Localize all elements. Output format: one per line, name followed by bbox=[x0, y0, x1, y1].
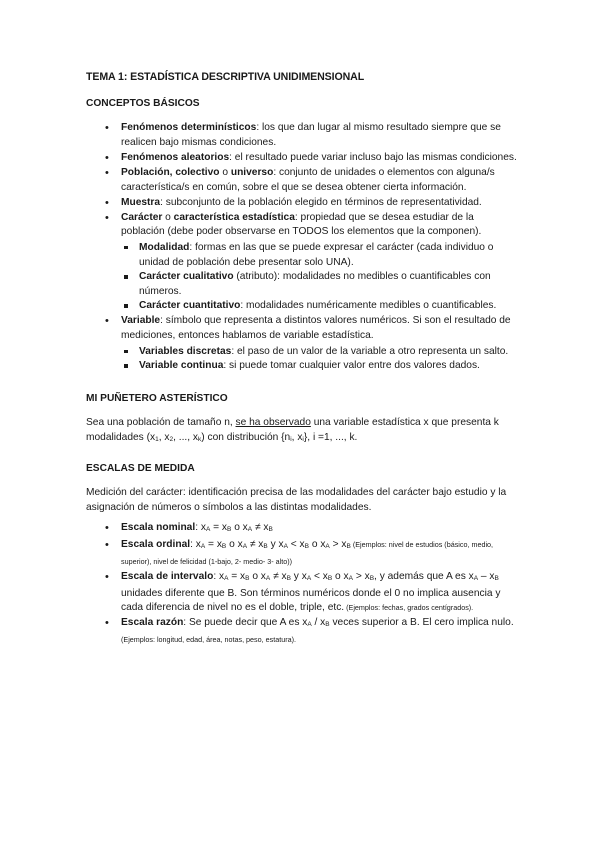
subscript: B bbox=[268, 526, 273, 534]
connector: o bbox=[162, 211, 174, 223]
subscript: 1 bbox=[155, 435, 159, 443]
text: o x bbox=[332, 571, 349, 583]
escalas-list bbox=[86, 521, 517, 647]
sub-list-item bbox=[121, 270, 517, 299]
section-heading-escalas: ESCALAS DE MEDIDA bbox=[86, 462, 195, 474]
list-item bbox=[86, 121, 517, 150]
example-note: (Ejemplos: longitud, edad, área, notas, peso, estatura). bbox=[121, 635, 296, 644]
subscript: B bbox=[245, 575, 250, 583]
term: Escala nominal bbox=[121, 522, 196, 534]
subscript: A bbox=[205, 526, 211, 534]
underlined-text: se ha observado bbox=[235, 417, 311, 429]
text: : x bbox=[213, 571, 225, 583]
term: característica estadística bbox=[173, 211, 295, 223]
definition: : si puede tomar cualquier valor entre dos valores dados. bbox=[223, 360, 480, 372]
example-note: (Ejemplos: fechas, grados centígrados). bbox=[344, 603, 474, 613]
term: Escala ordinal bbox=[121, 539, 191, 551]
subscript: B bbox=[286, 575, 291, 583]
text: o x bbox=[231, 522, 248, 534]
subscript: A bbox=[247, 526, 253, 534]
text: / x bbox=[311, 617, 326, 629]
subscript: A bbox=[473, 575, 479, 583]
term: Carácter bbox=[121, 211, 163, 223]
subscript: B bbox=[346, 543, 351, 551]
term: Modalidad bbox=[139, 241, 190, 253]
definition: (atributo): modalidades no medibles o cuantificables con números. bbox=[139, 271, 491, 297]
list-item bbox=[86, 521, 517, 538]
term: Carácter cuantitativo bbox=[139, 300, 241, 312]
asteristico-paragraph bbox=[86, 416, 517, 447]
list-item bbox=[86, 151, 517, 166]
text: unidades diferente que B. Son términos numéricos donde el 0 no implica ausencia y cada diferencia de nivel no es el doble, triple, etc. bbox=[121, 587, 501, 614]
sub-list-item bbox=[121, 241, 517, 270]
sub-list-item bbox=[121, 299, 517, 314]
text: una variable estadística x que presenta k modalidades (x bbox=[86, 417, 499, 443]
term: Escala razón bbox=[121, 617, 184, 629]
text: < x bbox=[311, 571, 328, 583]
definition: : subconjunto de la población elegido en términos de representatividad. bbox=[160, 196, 482, 208]
subscript: i bbox=[290, 435, 292, 443]
text: : Se puede decir que A es x bbox=[183, 617, 308, 629]
subscript: i bbox=[302, 435, 304, 443]
subscript: B bbox=[369, 575, 375, 583]
subscript: A bbox=[306, 575, 312, 583]
term: universo bbox=[230, 166, 274, 178]
text: ≠ x bbox=[247, 539, 264, 551]
definition: : símbolo que representa a distintos valores numéricos. Si son el resultado de mediciones, entonces hablamos de variable estadística. bbox=[121, 315, 511, 341]
definition: : propiedad que se desea estudiar de la población (debe poder observarse en TODOS los elementos que la componen). bbox=[121, 211, 482, 238]
definition: : los que dan lugar al mismo resultado siempre que se realicen bajo mismas condiciones. bbox=[121, 122, 501, 148]
text: = x bbox=[210, 522, 228, 534]
definition: : el paso de un valor de la variable a otro representa un salto. bbox=[231, 345, 509, 357]
subscript: A bbox=[265, 575, 271, 583]
subscript: 2 bbox=[169, 435, 174, 443]
term: Muestra bbox=[121, 196, 161, 208]
subscript: A bbox=[307, 621, 312, 629]
subscript: B bbox=[263, 543, 268, 551]
text: y x bbox=[290, 571, 307, 583]
section-heading-conceptos: CONCEPTOS BÁSICOS bbox=[86, 97, 200, 109]
section-heading-asteristico: MI PUÑETERO ASTERÍSTICO bbox=[86, 392, 228, 404]
subscript: B bbox=[494, 575, 499, 583]
subscript: A bbox=[283, 543, 288, 551]
text: > x bbox=[352, 571, 370, 583]
definition: : conjunto de unidades o elementos con alguna/s característica/s en común, sobre el que se desea obtener cierta información. bbox=[121, 166, 495, 193]
term: Variable bbox=[121, 315, 161, 327]
term: Variable continua bbox=[139, 360, 224, 372]
escalas-intro: Medición del carácter: identificación precisa de las modalidades del carácter bajo estudio y la asignación de números o símbolos a las distintas modalidades. bbox=[86, 487, 507, 513]
text: : x bbox=[190, 539, 201, 551]
subscript: B bbox=[227, 526, 232, 534]
text: = x bbox=[228, 571, 246, 583]
sub-list-item bbox=[121, 359, 517, 374]
sub-list-item bbox=[121, 345, 517, 360]
text: = x bbox=[205, 539, 222, 551]
subscript: A bbox=[348, 575, 353, 583]
text: , x bbox=[158, 431, 170, 443]
text: , x bbox=[291, 431, 303, 443]
list-item bbox=[86, 538, 517, 569]
list-item bbox=[86, 166, 517, 195]
text: o x bbox=[249, 571, 266, 583]
text: : x bbox=[195, 522, 206, 534]
list-item bbox=[86, 314, 517, 373]
conceptos-list bbox=[86, 121, 517, 374]
term: Fenómenos determinísticos bbox=[121, 122, 257, 134]
connector: o bbox=[219, 166, 231, 178]
text: , ..., x bbox=[173, 431, 199, 443]
term: Variables discretas bbox=[139, 345, 232, 357]
text: < x bbox=[287, 539, 305, 551]
subscript: k bbox=[198, 435, 202, 443]
subscript: B bbox=[327, 575, 333, 583]
term: Escala de intervalo bbox=[121, 571, 214, 583]
list-item bbox=[86, 616, 517, 647]
definition: : modalidades numéricamente medibles o cuantificables. bbox=[240, 300, 497, 312]
text: }, i =1, ..., k. bbox=[303, 431, 358, 443]
subscript: A bbox=[242, 543, 248, 551]
text: – x bbox=[478, 571, 495, 583]
subscript: A bbox=[325, 543, 330, 551]
text: o x bbox=[226, 539, 243, 551]
list-item bbox=[86, 570, 517, 616]
text: Sea una población de tamaño n, bbox=[86, 417, 236, 429]
text: , y además que A es x bbox=[374, 571, 474, 583]
list-item bbox=[86, 196, 517, 211]
document-title: TEMA 1: ESTADÍSTICA DESCRIPTIVA UNIDIMENSIONAL bbox=[86, 71, 365, 83]
list-item bbox=[86, 211, 517, 314]
text: > x bbox=[329, 539, 347, 551]
text: ≠ x bbox=[270, 571, 287, 583]
subscript: B bbox=[325, 621, 330, 629]
subscript: B bbox=[304, 543, 309, 551]
text: veces superior a B. El cero implica nulo. bbox=[329, 617, 514, 629]
term: Carácter cualitativo bbox=[139, 271, 234, 283]
definition: : el resultado puede variar incluso bajo las mismas condiciones. bbox=[229, 151, 517, 163]
subscript: A bbox=[224, 575, 229, 583]
text: ≠ x bbox=[252, 522, 269, 534]
subscript: A bbox=[200, 543, 206, 551]
sub-list bbox=[121, 241, 517, 314]
subscript: B bbox=[221, 543, 227, 551]
text: ) con distribución {n bbox=[201, 431, 291, 443]
example-note: (Ejemplos: nivel de estudios (básico, medio, superior), nivel de felicidad (1-bajo, 2- medio- 3- alto)) bbox=[121, 540, 494, 567]
term: Fenómenos aleatorios bbox=[121, 151, 230, 163]
text: y x bbox=[267, 539, 284, 551]
text: o x bbox=[309, 539, 326, 551]
term: Población, colectivo bbox=[121, 166, 220, 178]
definition: : formas en las que se puede expresar el carácter (cada individuo o unidad de población debe presentar solo UNA). bbox=[139, 241, 494, 268]
sub-list bbox=[121, 345, 517, 374]
